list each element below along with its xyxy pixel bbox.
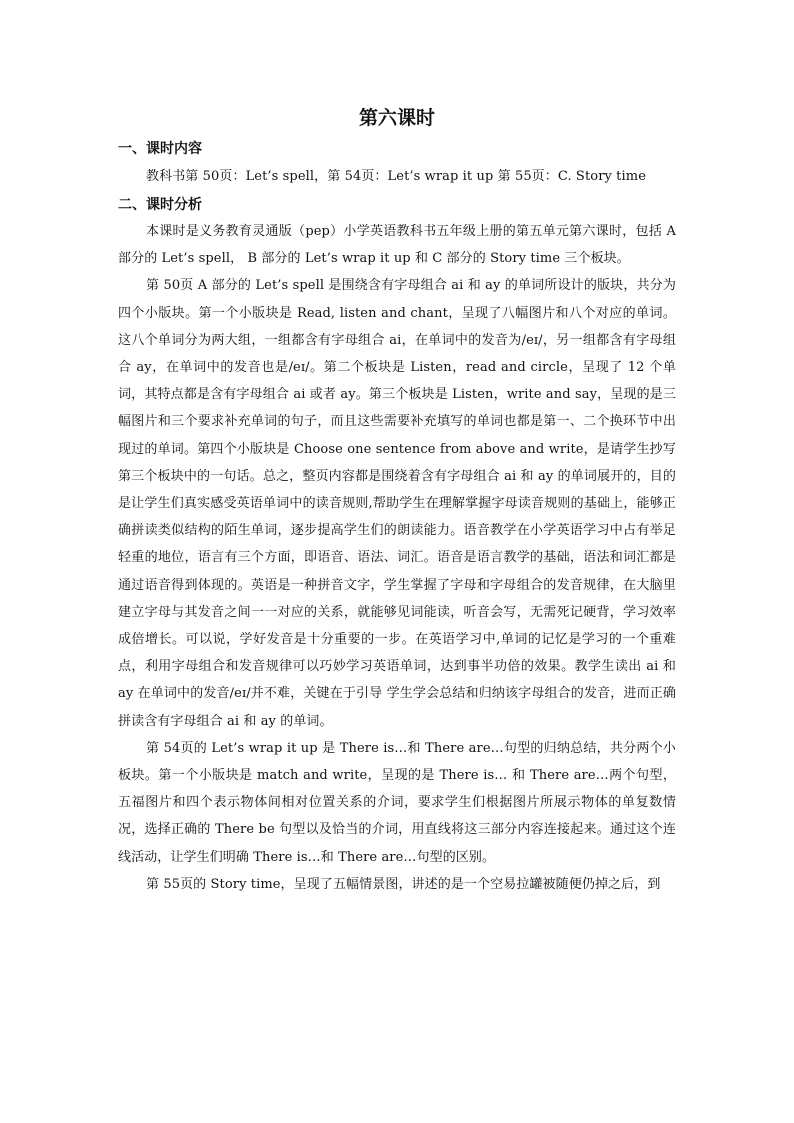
section-heading-lesson-analysis: 二、课时分析 [118, 197, 202, 213]
section-heading-lesson-content: 一、课时内容 [118, 141, 202, 157]
analysis-paragraph-intro: 本课时是义务教育灵通版（pep）小学英语教科书五年级上册的第五单元第六课时，包括 A 部分的 Let’s spell， B 部分的 Let’s wrap it up 和 C 部分的 Story time 三个板块。 [118, 224, 676, 267]
analysis-paragraph-wrap-it-up: 第 54页的 Let’s wrap it up 是 There is…和 There are…句型的归纳总结，共分两个小板块。第一个小版块是 match and write，呈现的是 There is… 和 There are…两个句型，五福图片和四个表示物体间相对位置关系的介词，要求学生们根据图片所展示物体的单复数情况，选择正确的 There be 句型以及恰当的介词，用直线将这三部分内容连接起来。通过这个连线活动，让学生们明确 There is…和 There are…句型的区别。 [118, 740, 676, 865]
lesson-content-paragraph: 教科书第 50页：Let’s spell，第 54页：Let’s wrap it up 第 55页：C. Story time [146, 169, 646, 184]
page-title: 第六课时 [358, 107, 435, 129]
analysis-paragraph-lets-spell: 第 50页 A 部分的 Let’s spell 是围绕含有字母组合 ai 和 ay 的单词所设计的版块，共分为四个小版块。第一个小版块是 Read, listen and chant，呈现了八幅图片和八个对应的单词。这八个单词分为两大组，一组都含有字母组合 ai，在单词中的发音为/eɪ/，另一组都含有字母组合 ay，在单词中的发音也是/eɪ/。第二个板块是 Listen，read and circle，呈现了 12 个单词，其特点都是含有字母组合 ai 或者 ay。第三个板块是 Listen，write and say，呈现的是三幅图片和三个要求补充单词的句子，而且这些需要补充填写的单词也都是第一、二个换环节中出现过的单词。第四个小版块是 Choose one sentence from above and write，是请学生抄写第三个板块中的一句话。总之，整页内容都是围绕着含有字母组合 ai 和 ay 的单词展开的，目的是让学生们真实感受英语单词中的读音规则,帮助学生在理解掌握字母读音规则的基础上，能够正确拼读类似结构的陌生单词，逐步提高学生们的朗读能力。语音教学在小学英语学习中占有举足轻重的地位，语言有三个方面，即语音、语法、词汇。语音是语言教学的基础，语法和词汇都是通过语音得到体现的。英语是一种拼音文字，学生掌握了字母和字母组合的发音规律，在大脑里建立字母与其发音之间一一对应的关系，就能够见词能读，听音会写，无需死记硬背，学习效率成倍增长。可以说，学好发音是十分重要的一步。在英语学习中,单词的记忆是学习的一个重难点，利用字母组合和发音规律可以巧妙学习英语单词，达到事半功倍的效果。教学生读出 ai 和 ay 在单词中的发音/eɪ/并不难，关键在于引导 学生学会总结和归纳该字母组合的发音，进而正确拼读含有字母组合 ai 和 ay 的单词。 [118, 278, 676, 729]
analysis-paragraph-story-time: 第 55页的 Story time，呈现了五幅情景图，讲述的是一个空易拉罐被随便仍掉之后，到 [146, 876, 661, 892]
